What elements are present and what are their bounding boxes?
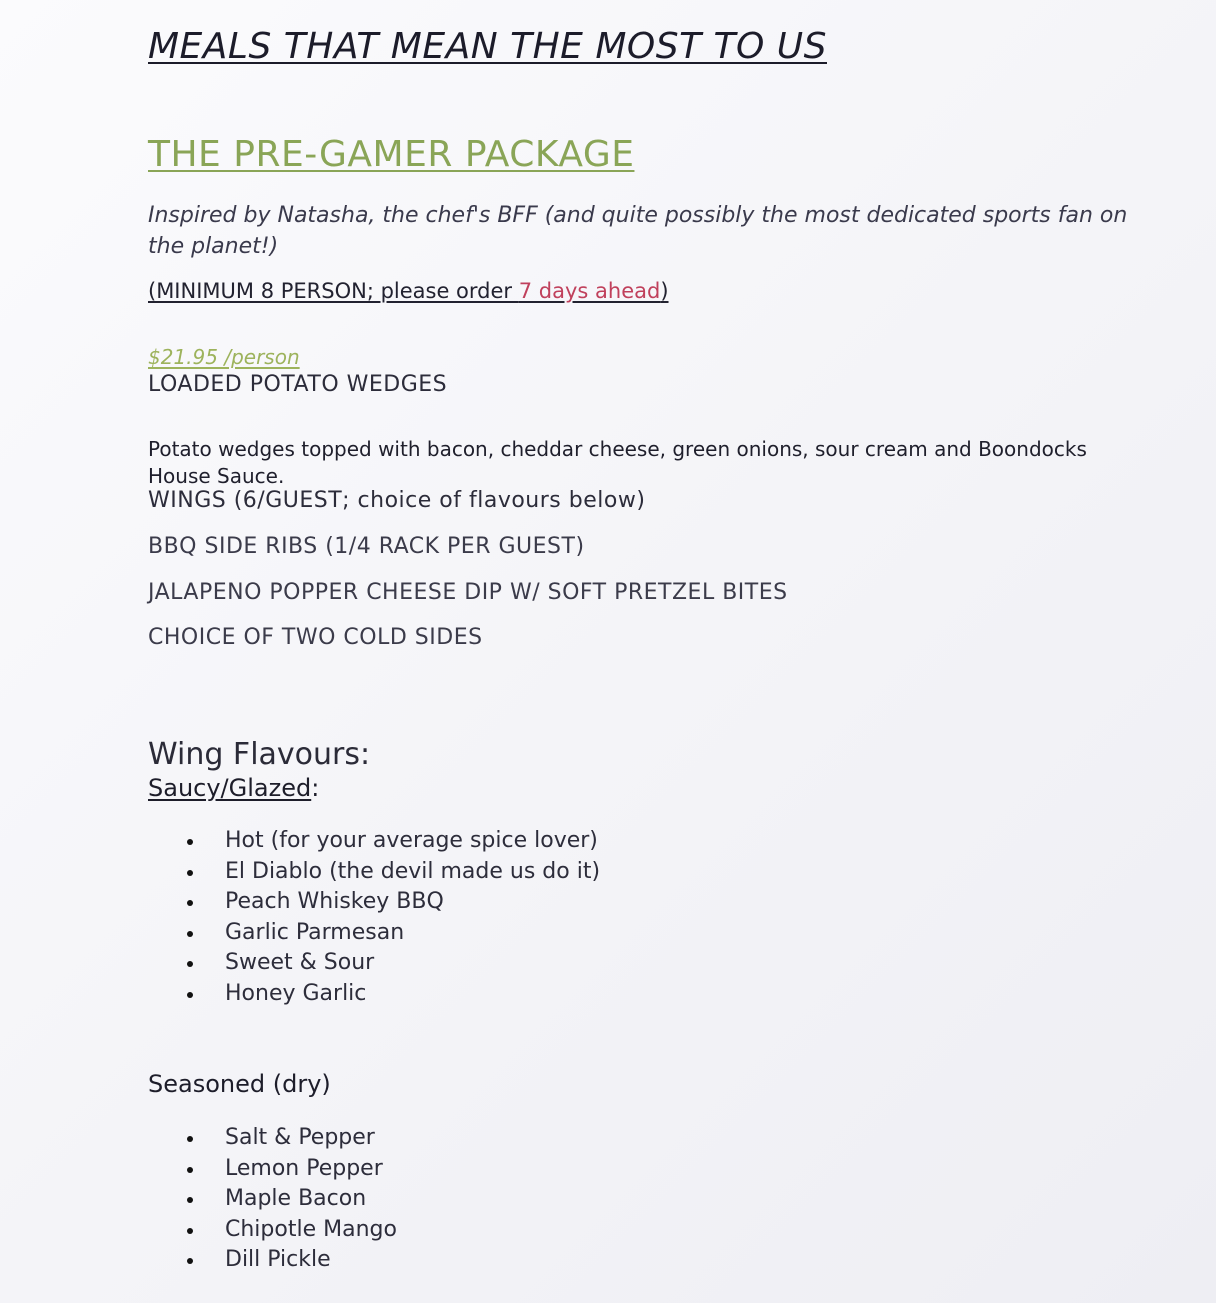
minimum-highlight: 7 days ahead [518, 279, 661, 303]
saucy-glazed-label: Saucy/Glazed [148, 774, 312, 802]
bullet-icon [187, 1197, 193, 1203]
package-price: $21.95 /person [148, 345, 300, 369]
bullet-icon [187, 931, 193, 937]
flavour-label: Dill Pickle [225, 1247, 331, 1272]
seasoned-flavour-list [186, 1123, 397, 1276]
bullet-icon [187, 992, 193, 998]
flavour-label: El Diablo (the devil made us do it) [225, 858, 601, 884]
flavour-label: Sweet & Sour [225, 950, 375, 975]
flavour-label: Salt & Pepper [225, 1125, 375, 1150]
list-item [186, 948, 600, 979]
package-subtitle: Inspired by Natasha, the chef's BFF (and quite possibly the most dedicated sports fan on the planet!) [148, 203, 1128, 259]
saucy-glazed-heading [148, 774, 319, 802]
menu-item-wings: WINGS (6/GUEST; choice of flavours below) [148, 488, 646, 513]
flavour-label: Garlic Parmesan [225, 919, 405, 945]
flavour-label: Maple Bacon [225, 1186, 367, 1211]
flavour-label: Honey Garlic [225, 980, 367, 1006]
list-item [186, 1215, 397, 1246]
minimum-prefix: (MINIMUM 8 PERSON; please order [148, 279, 519, 303]
package-title: THE PRE-GAMER PACKAGE [148, 134, 635, 175]
bullet-icon [187, 900, 193, 906]
menu-item-description: Potato wedges topped with bacon, cheddar cheese, green onions, sour cream and Boondocks House Sauce. [148, 437, 1087, 488]
bullet-icon [187, 839, 193, 845]
seasoned-dry-heading: Seasoned (dry) [148, 1070, 331, 1098]
flavour-label: Peach Whiskey BBQ [225, 889, 444, 914]
list-item [186, 1154, 397, 1185]
bullet-icon [187, 1228, 193, 1234]
flavour-label: Lemon Pepper [225, 1155, 383, 1181]
list-item [186, 918, 600, 949]
menu-item-bbq-side-ribs: BBQ SIDE RIBS (1/4 RACK PER GUEST) [148, 534, 585, 559]
page-title: MEALS THAT MEAN THE MOST TO US [148, 26, 827, 67]
list-item [186, 1123, 397, 1154]
flavour-label: Hot (for your average spice lover) [225, 828, 598, 853]
list-item [186, 1245, 397, 1276]
menu-item-loaded-potato-wedges: LOADED POTATO WEDGES [148, 372, 448, 397]
bullet-icon [187, 1136, 193, 1142]
bullet-icon [187, 1167, 193, 1173]
list-item [186, 826, 600, 857]
minimum-order-note [148, 279, 669, 303]
bleed-through-text [150, 78, 162, 118]
flavour-label: Chipotle Mango [225, 1216, 397, 1242]
wing-flavours-heading: Wing Flavours: [148, 737, 371, 772]
menu-page [148, 22, 1148, 1272]
list-item [186, 1184, 397, 1215]
saucy-flavour-list [186, 826, 600, 1009]
bullet-icon [187, 1258, 193, 1264]
saucy-glazed-colon: : [311, 774, 320, 802]
menu-item-cold-sides: CHOICE OF TWO COLD SIDES [148, 625, 483, 650]
bullet-icon [187, 870, 193, 876]
list-item [186, 887, 600, 918]
bullet-icon [187, 961, 193, 967]
list-item [186, 979, 600, 1010]
minimum-suffix: ) [660, 279, 669, 303]
menu-item-jalapeno-dip: JALAPENO POPPER CHEESE DIP W/ SOFT PRETZEL BITES [148, 580, 788, 605]
list-item [186, 857, 600, 888]
